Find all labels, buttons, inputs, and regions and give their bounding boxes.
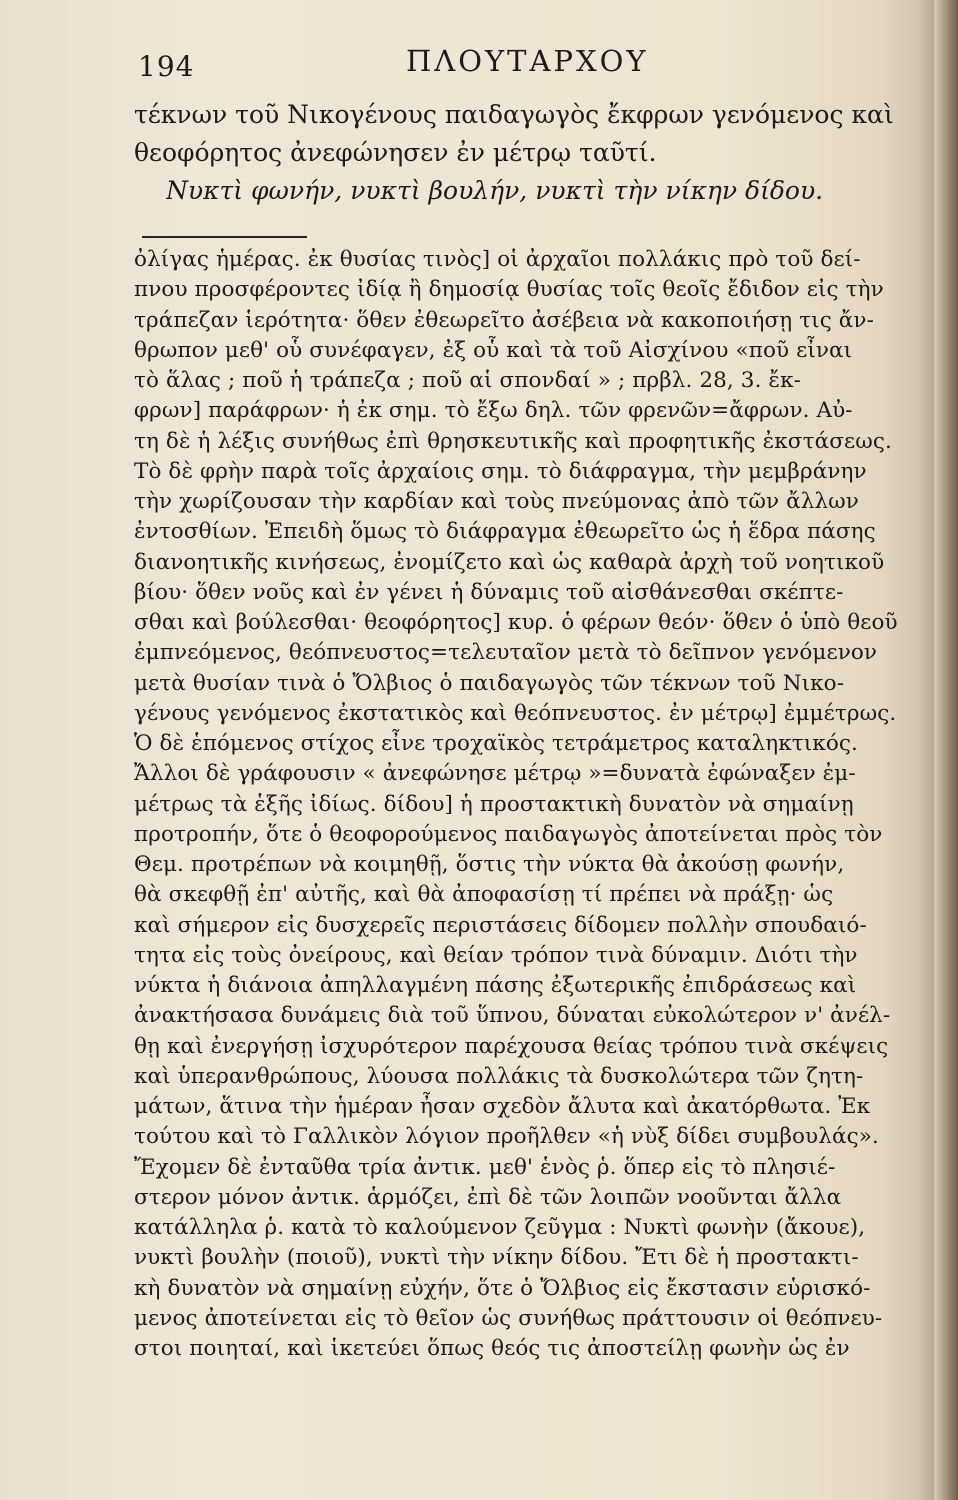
footnote-line: καὶ ὑπερανθρώπους, λύουσα πολλάκις τὰ δυσκολώτερα τῶν ζητη- [134,1063,864,1089]
page-number: 194 [138,50,195,83]
footnote-line: γένους γενόμενος ἐκστατικὸς καὶ θεόπνευστος. ἐν μέτρῳ] ἐμμέτρως. [134,700,897,726]
footnote-line: τητα εἰς τοὺς ὀνείρους, καὶ θείαν τρόπον τινὰ δύναμιν. Διότι τὴν [134,942,858,968]
footnote-line: προτροπήν, ὅτε ὁ θεοφορούμενος παιδαγωγὸς ἀποτείνεται πρὸς τὸν [134,821,883,847]
footnote-line: τὴν χωρίζουσαν τὴν καρδίαν καὶ τοὺς πνεύμονας ἀπὸ τῶν ἄλλων [134,489,859,514]
footnote-line: Τὸ δὲ φρὴν παρὰ τοῖς ἀρχαίοις σημ. τὸ διάφραγμα, τὴν μεμβράνην [134,458,867,484]
footnote-line: θρωπον μεθ' οὗ συνέφαγεν, ἐξ οὗ καὶ τὰ τοῦ Αἰσχίνου «ποῦ εἶναι [134,337,853,363]
footnote-line: μετὰ θυσίαν τινὰ ὁ Ὄλβιος ὁ παιδαγωγὸς τῶν τέκνων τοῦ Νικο- [134,670,845,696]
footnote-line: πνου προσφέροντες ἰδίᾳ ἢ δημοσίᾳ θυσίας τοῖς θεοῖς ἔδιδον εἰς τὴν [134,277,884,303]
footnote-line: στοι ποιηταί, καὶ ἱκετεύει ὅπως θεός τις ἀποστείλῃ φωνὴν ὡς ἐν [134,1336,850,1361]
footnote-line: νύκτα ἡ διάνοια ἀπηλλαγμένη πάσης ἐξωτερικῆς ἐπιδράσεως καὶ [134,973,857,998]
footnote-line: μάτων, ἅτινα τὴν ἡμέραν ἦσαν σχεδὸν ἄλυτα καὶ ἀκατόρθωτα. Ἐκ [134,1094,871,1119]
footnote-line: θὰ σκεφθῇ ἐπ' αὐτῆς, καὶ θὰ ἀποφασίσῃ τί πρέπει νὰ πράξῃ· ὡς [134,882,834,908]
running-title: ΠΛΟΥΤΑΡΧΟΥ [406,44,649,78]
footnote-line: μέτρως τὰ ἑξῆς ἰδίως. δίδου] ἡ προστακτικὴ δυνατὸν νὰ σημαίνῃ [134,791,854,817]
footnote-line: κατάλληλα ῥ. κατὰ τὸ καλούμενον ζεῦγμα : Νυκτὶ φωνὴν (ἄκουε), [134,1215,866,1240]
footnote-line: διανοητικῆς κινήσεως, ἐνομίζετο καὶ ὡς καθαρὰ ἀρχὴ τοῦ νοητικοῦ [134,549,885,575]
footnote-line: ὀλίγας ἡμέρας. ἐκ θυσίας τινὸς] οἱ ἀρχαῖοι πολλάκις πρὸ τοῦ δεί- [134,247,861,272]
verse-line: Νυκτὶ φωνήν, νυκτὶ βουλήν, νυκτὶ τὴν νίκην δίδου. [166,176,824,205]
footnote-line: ἐμπνεόμενος, θεόπνευστος=τελευταῖον μετὰ τὸ δεῖπνον γενόμενον [134,640,878,666]
footnote-line: Ἄλλοι δὲ γράφουσιν « ἀνεφώνησε μέτρῳ »=δυνατὰ ἐφώναξεν ἐμ- [134,761,856,787]
footnotes [134,245,914,1364]
footnote-line: σθαι καὶ βούλεσθαι· θεοφόρητος] κυρ. ὁ φέρων θεόν· ὅθεν ὁ ὑπὸ θεοῦ [134,610,898,635]
footnote-line: στερον μόνον ἀντικ. ἁρμόζει, ἐπὶ δὲ τῶν λοιπῶν νοοῦνται ἄλλα [134,1184,842,1210]
footnote-line: Ἔχομεν δὲ ἐνταῦθα τρία ἀντικ. μεθ' ἑνὸς ῥ. ὅπερ εἰς τὸ πλησιέ- [134,1154,836,1180]
page-header [138,44,898,88]
footnote-line: φρων] παράφρων· ἡ ἐκ σημ. τὸ ἔξω δηλ. τῶν φρενῶν=ἄφρων. Αὐ- [134,398,853,424]
footnote-line: τούτου καὶ τὸ Γαλλικὸν λόγιον προῆλθεν «ἡ νὺξ δίδει συμβουλάς». [134,1124,879,1150]
footnote-separator [142,236,307,238]
main-text-line: τέκνων τοῦ Νικογένους παιδαγωγὸς ἔκφρων γενόμενος καὶ [134,100,894,129]
footnote-line: ἐντοσθίων. Ἐπειδὴ ὅμως τὸ διάφραγμα ἐθεωρεῖτο ὡς ἡ ἕδρα πάσης [134,519,876,545]
footnote-line: καὶ σήμερον εἰς δυσχερεῖς περιστάσεις δίδομεν πολλὴν σπουδαιό- [134,912,867,938]
main-text-line: θεοφόρητος ἀνεφώνησεν ἐν μέτρῳ ταῦτί. [134,138,657,167]
footnote-line: τράπεζαν ἱερότητα· ὅθεν ἐθεωρεῖτο ἀσέβεια νὰ κακοποιήσῃ τις ἄν- [134,307,874,333]
main-text [134,96,914,210]
footnote-line: θῃ καὶ ἐνεργήσῃ ἰσχυρότερον παρέχουσα θείας τρόπου τινὰ σκέψεις [134,1033,889,1059]
footnote-line: τη δὲ ἡ λέξις συνήθως ἐπὶ θρησκευτικῆς καὶ προφητικῆς ἐκστάσεως. [134,428,892,454]
footnote-line: Ὁ δὲ ἑπόμενος στίχος εἶνε τροχαϊκὸς τετράμετρος καταληκτικός. [134,731,858,756]
footnote-line: ἀνακτήσασα δυνάμεις διὰ τοῦ ὕπνου, δύναται εὐκολώτερον ν' ἀνέλ- [134,1003,891,1029]
footnote-line: τὸ ἅλας ; ποῦ ἡ τράπεζα ; ποῦ αἱ σπονδαί » ; πρβλ. 28, 3. ἔκ- [134,368,801,393]
footnote-line: Θεμ. προτρέπων νὰ κοιμηθῇ, ὅστις τὴν νύκτα θὰ ἀκούσῃ φωνήν, [134,852,845,877]
page-edge [934,0,958,1500]
footnote-line: νυκτὶ βουλὴν (ποιοῦ), νυκτὶ τὴν νίκην δίδου. Ἔτι δὲ ἡ προστακτι- [134,1245,859,1271]
footnote-line: μενος ἀποτείνεται εἰς τὸ θεῖον ὡς συνήθως πράττουσιν οἱ θεόπνευ- [134,1305,883,1331]
footnote-line: κὴ δυνατὸν νὰ σημαίνῃ εὐχήν, ὅτε ὁ Ὄλβιος εἰς ἔκστασιν εὑρισκό- [134,1275,871,1301]
footnote-line: βίου· ὅθεν νοῦς καὶ ἐν γένει ἡ δύναμις τοῦ αἰσθάνεσθαι σκέπτε- [134,579,844,605]
